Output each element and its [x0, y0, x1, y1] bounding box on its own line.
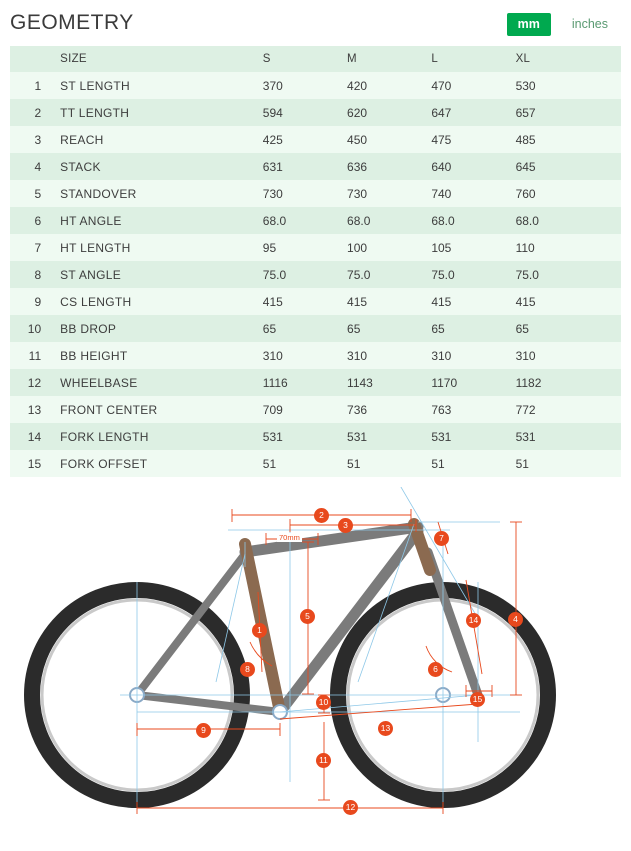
row-value-l: 640: [421, 153, 505, 180]
callout-14: 14: [466, 613, 481, 628]
row-value-s: 75.0: [253, 261, 337, 288]
row-value-xl: 1182: [506, 369, 621, 396]
row-value-m: 415: [337, 288, 421, 315]
unit-mm-button[interactable]: mm: [507, 13, 551, 36]
row-label: FORK OFFSET: [50, 450, 253, 477]
callout-6: 6: [428, 662, 443, 677]
row-value-l: 740: [421, 180, 505, 207]
table-row: [10, 450, 621, 477]
unit-toggle[interactable]: [507, 13, 619, 36]
row-value-m: 736: [337, 396, 421, 423]
row-label: HT LENGTH: [50, 234, 253, 261]
table-row: [10, 261, 621, 288]
callout-3: 3: [338, 518, 353, 533]
table-head: [10, 46, 621, 72]
row-value-xl: 760: [506, 180, 621, 207]
table-row: [10, 126, 621, 153]
row-value-s: 68.0: [253, 207, 337, 234]
row-value-xl: 65: [506, 315, 621, 342]
row-label: CS LENGTH: [50, 288, 253, 315]
row-number: 9: [10, 288, 50, 315]
row-number: 15: [10, 450, 50, 477]
row-value-s: 709: [253, 396, 337, 423]
callout-10: 10: [316, 695, 331, 710]
row-value-s: 310: [253, 342, 337, 369]
page-header: [0, 0, 631, 46]
row-number: 12: [10, 369, 50, 396]
row-label: STANDOVER: [50, 180, 253, 207]
row-label: ST LENGTH: [50, 72, 253, 99]
bike-diagram-svg: [0, 487, 631, 851]
row-value-s: 370: [253, 72, 337, 99]
callout-1: 1: [252, 623, 267, 638]
row-value-m: 51: [337, 450, 421, 477]
row-value-l: 475: [421, 126, 505, 153]
callout-7: 7: [434, 531, 449, 546]
row-value-s: 1116: [253, 369, 337, 396]
row-value-xl: 51: [506, 450, 621, 477]
geometry-diagram: [0, 487, 631, 851]
row-label: FRONT CENTER: [50, 396, 253, 423]
table-row: [10, 72, 621, 99]
callout-15: 15: [470, 692, 485, 707]
row-label: BB DROP: [50, 315, 253, 342]
row-label: ST ANGLE: [50, 261, 253, 288]
row-value-s: 531: [253, 423, 337, 450]
row-number: 1: [10, 72, 50, 99]
row-value-m: 1143: [337, 369, 421, 396]
callout-11: 11: [316, 753, 331, 768]
row-value-m: 730: [337, 180, 421, 207]
geometry-table: [10, 46, 621, 477]
row-label: REACH: [50, 126, 253, 153]
row-value-l: 415: [421, 288, 505, 315]
row-value-m: 100: [337, 234, 421, 261]
row-value-s: 425: [253, 126, 337, 153]
row-value-s: 631: [253, 153, 337, 180]
dim-label-70mm: 70mm: [279, 533, 300, 542]
row-value-xl: 657: [506, 99, 621, 126]
row-value-xl: 415: [506, 288, 621, 315]
page-title: GEOMETRY: [10, 11, 134, 34]
row-value-s: 51: [253, 450, 337, 477]
row-number: 13: [10, 396, 50, 423]
callout-12: 12: [343, 800, 358, 815]
table-row: [10, 207, 621, 234]
row-value-m: 531: [337, 423, 421, 450]
callout-5: 5: [300, 609, 315, 624]
row-value-s: 95: [253, 234, 337, 261]
row-value-xl: 530: [506, 72, 621, 99]
table-row: [10, 342, 621, 369]
table-row: [10, 288, 621, 315]
row-label: HT ANGLE: [50, 207, 253, 234]
row-value-xl: 68.0: [506, 207, 621, 234]
row-value-s: 730: [253, 180, 337, 207]
row-value-xl: 110: [506, 234, 621, 261]
table-body: [10, 72, 621, 477]
table-header-row: [10, 46, 621, 72]
header-xl: XL: [506, 46, 621, 72]
callout-9: 9: [196, 723, 211, 738]
header-size: SIZE: [50, 46, 253, 72]
row-number: 10: [10, 315, 50, 342]
row-value-l: 647: [421, 99, 505, 126]
row-number: 3: [10, 126, 50, 153]
callout-8: 8: [240, 662, 255, 677]
row-value-m: 310: [337, 342, 421, 369]
callout-13: 13: [378, 721, 393, 736]
row-number: 8: [10, 261, 50, 288]
row-label: BB HEIGHT: [50, 342, 253, 369]
row-value-xl: 310: [506, 342, 621, 369]
row-label: FORK LENGTH: [50, 423, 253, 450]
header-s: S: [253, 46, 337, 72]
row-value-l: 1170: [421, 369, 505, 396]
row-value-l: 51: [421, 450, 505, 477]
row-value-xl: 531: [506, 423, 621, 450]
row-value-l: 531: [421, 423, 505, 450]
row-value-xl: 75.0: [506, 261, 621, 288]
table-row: [10, 180, 621, 207]
row-value-m: 68.0: [337, 207, 421, 234]
row-number: 6: [10, 207, 50, 234]
seat-tube: [245, 544, 280, 712]
row-value-m: 75.0: [337, 261, 421, 288]
row-value-l: 763: [421, 396, 505, 423]
row-value-s: 594: [253, 99, 337, 126]
table-row: [10, 396, 621, 423]
table-row: [10, 153, 621, 180]
geometry-table-wrap: [0, 46, 631, 477]
row-label: STACK: [50, 153, 253, 180]
row-value-xl: 645: [506, 153, 621, 180]
table-row: [10, 315, 621, 342]
row-number: 11: [10, 342, 50, 369]
row-value-l: 470: [421, 72, 505, 99]
table-row: [10, 369, 621, 396]
row-value-s: 415: [253, 288, 337, 315]
header-num: [10, 46, 50, 72]
row-value-m: 420: [337, 72, 421, 99]
row-number: 14: [10, 423, 50, 450]
row-value-m: 65: [337, 315, 421, 342]
table-row: [10, 99, 621, 126]
row-value-l: 310: [421, 342, 505, 369]
row-label: WHEELBASE: [50, 369, 253, 396]
header-m: M: [337, 46, 421, 72]
row-value-l: 68.0: [421, 207, 505, 234]
table-row: [10, 234, 621, 261]
row-number: 7: [10, 234, 50, 261]
row-value-m: 450: [337, 126, 421, 153]
callout-2: 2: [314, 508, 329, 523]
row-value-l: 65: [421, 315, 505, 342]
table-row: [10, 423, 621, 450]
row-number: 4: [10, 153, 50, 180]
row-value-s: 65: [253, 315, 337, 342]
row-number: 2: [10, 99, 50, 126]
row-value-m: 636: [337, 153, 421, 180]
callout-4: 4: [508, 612, 523, 627]
row-value-l: 75.0: [421, 261, 505, 288]
row-value-l: 105: [421, 234, 505, 261]
row-value-xl: 485: [506, 126, 621, 153]
row-value-m: 620: [337, 99, 421, 126]
row-label: TT LENGTH: [50, 99, 253, 126]
header-l: L: [421, 46, 505, 72]
unit-inches-button[interactable]: inches: [571, 17, 608, 31]
row-value-xl: 772: [506, 396, 621, 423]
row-number: 5: [10, 180, 50, 207]
